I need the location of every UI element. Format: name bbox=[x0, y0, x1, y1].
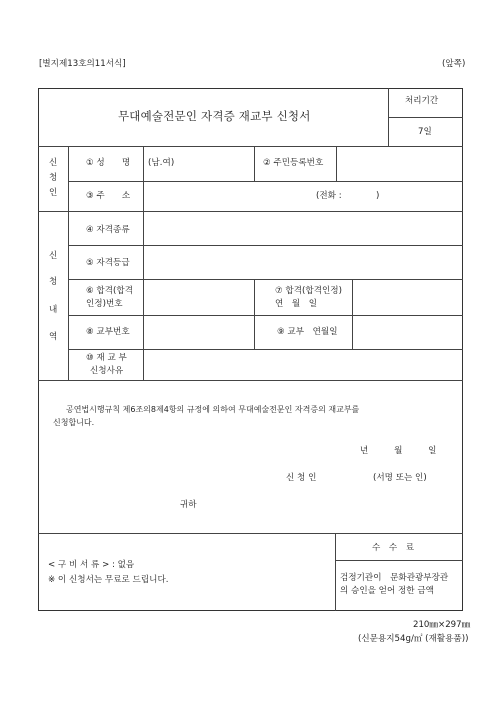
cert-type-label: ④ 자격종류 bbox=[86, 225, 130, 235]
pass-number-label: 인정)번호 bbox=[86, 299, 123, 309]
date-line: 년 월 일 bbox=[360, 446, 437, 456]
issue-number-label: ⑧ 교부번호 bbox=[86, 327, 130, 337]
cert-grade-label: ⑤ 자격등급 bbox=[86, 258, 130, 268]
statement-text: 공연법시행규칙 제6조의8제4항의 규정에 의하여 무대예술전문인 자격증의 재교부를 bbox=[66, 405, 360, 414]
details-section-char: 내 bbox=[49, 305, 58, 315]
pass-date-label: ⑦ 합격(합격인정) bbox=[275, 286, 342, 296]
paper-spec: (신문용지54g/㎡ (재활용품)) bbox=[358, 634, 469, 644]
recipient-label: 귀하 bbox=[180, 500, 197, 510]
processing-value: 7일 bbox=[418, 127, 432, 137]
paper-size: 210㎜×297㎜ bbox=[413, 620, 471, 630]
signature-field[interactable]: (서명 또는 인) bbox=[373, 473, 427, 483]
issue-date-label: ⑨ 교부 연월일 bbox=[277, 327, 338, 337]
applicant-sign-label: 신 청 인 bbox=[286, 473, 317, 483]
applicant-section-char: 신 bbox=[49, 158, 58, 168]
pass-date-label: 연 월 일 bbox=[275, 299, 318, 309]
name-field[interactable]: (남․여) bbox=[148, 158, 175, 168]
pass-number-label: ⑥ 합격(합격 bbox=[86, 286, 133, 296]
resident-number-label: ② 주민등록번호 bbox=[263, 158, 324, 168]
address-label: ③ 주 소 bbox=[86, 191, 131, 201]
free-form-note: ※ 이 신청서는 무료로 드립니다. bbox=[48, 575, 169, 585]
processing-label: 처리기간 bbox=[405, 96, 439, 106]
applicant-section-char: 인 bbox=[49, 188, 58, 198]
page-side: (앞쪽) bbox=[442, 59, 466, 69]
fee-description: 검정기관이 문화관광부장관 bbox=[340, 573, 449, 583]
required-documents: < 구 비 서 류 > : 없음 bbox=[48, 560, 135, 570]
details-section-char: 신 bbox=[49, 251, 58, 261]
fee-title: 수 수 료 bbox=[372, 543, 415, 553]
reissue-reason-label: 신청사유 bbox=[90, 366, 124, 376]
applicant-section-char: 청 bbox=[49, 173, 58, 183]
name-label: ① 성 명 bbox=[86, 158, 131, 168]
details-section-char: 역 bbox=[49, 332, 58, 342]
form-title: 무대예술전문인 자격증 재교부 신청서 bbox=[118, 109, 311, 123]
fee-description: 의 승인을 얻어 정한 금액 bbox=[340, 586, 434, 596]
form-number: [별지제13호의11서식] bbox=[39, 59, 126, 69]
phone-field[interactable]: (전화 : ) bbox=[316, 191, 380, 201]
reissue-reason-label: ⑩ 재 교 부 bbox=[86, 353, 127, 363]
details-section-char: 청 bbox=[49, 277, 58, 287]
statement-text: 신청합니다. bbox=[53, 418, 95, 427]
